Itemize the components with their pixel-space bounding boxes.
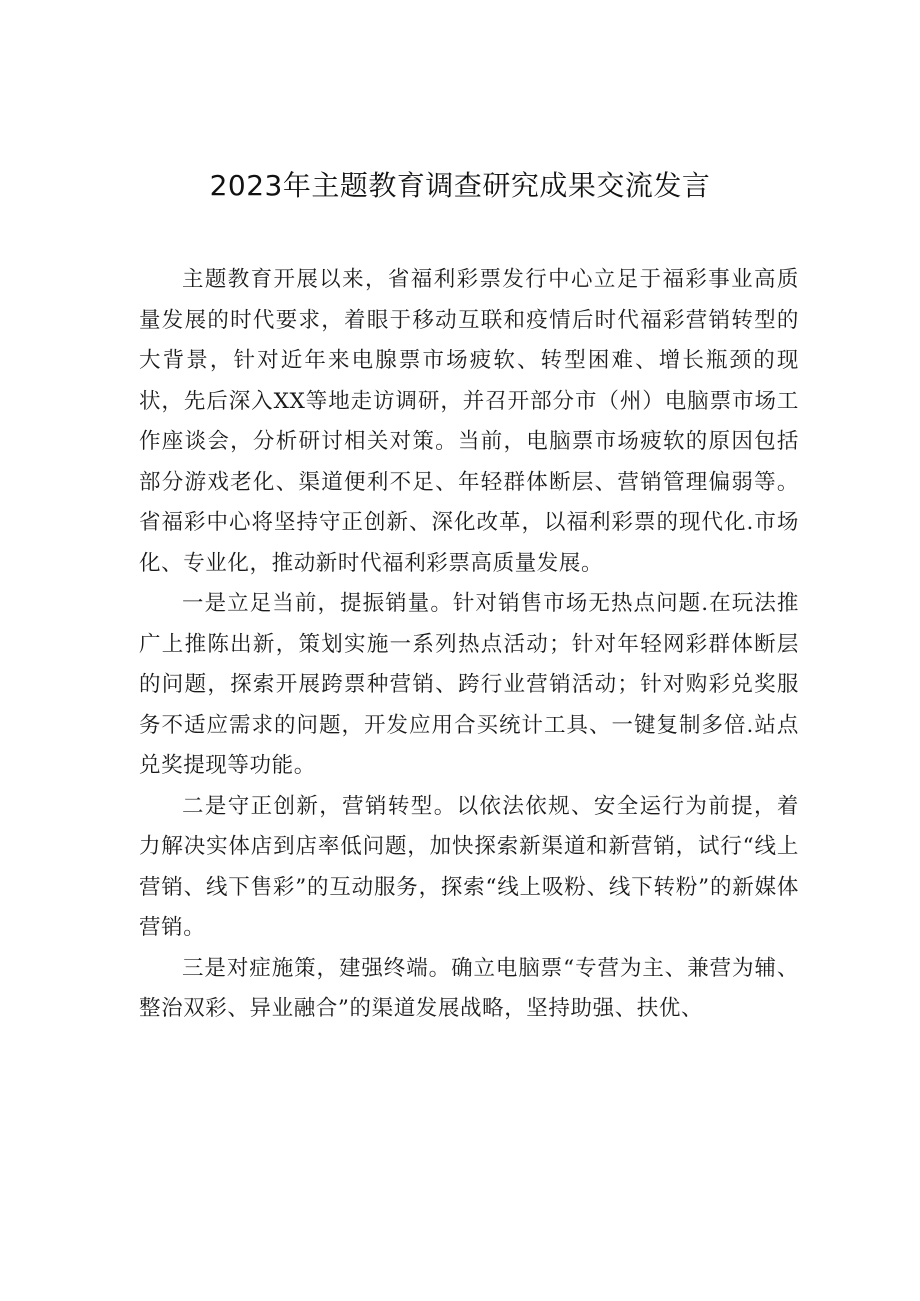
paragraph-point-two: 二是守正创新，营销转型。以依法依规、安全运行为前提，着力解决实体店到店率低问题，加快探索新渠道和新营销，试行“线上营销、线下售彩”的互动服务，探索“线上吸粉、线下转粉”的新媒体营销。 [139, 793, 799, 940]
paragraph-point-three: 三是对症施策，建强终端。确立电脑票“专营为主、兼营为辅、整治双彩、异业融合”的渠道发展战略，坚持助强、扶优、 [139, 955, 799, 1021]
paragraph-point-one: 一是立足当前，提振销量。针对销售市场无热点问题.在玩法推广上推陈出新，策划实施一系列热点活动；针对年轻网彩群体断层的问题，探索开展跨票种营销、跨行业营销活动；针对购彩兑奖服务不适应需求的问题，开发应用合买统计工具、一键复制多倍.站点兑奖提现等功能。 [139, 591, 799, 778]
paragraph-intro: 主题教育开展以来，省福利彩票发行中心立足于福彩事业高质量发展的时代要求，着眼于移动互联和疫情后时代福彩营销转型的大背景，针对近年来电腺票市场疲软、转型困难、增长瓶颈的现状，先后深入XX等地走访调研，并召开部分市（州）电脑票市场工作座谈会，分析研讨相关对策。当前，电脑票市场疲软的原因包括部分游戏老化、渠道便利不足、年轻群体断层、营销管理偏弱等。省福彩中心将坚持守正创新、深化改革，以福利彩票的现代化.市场化、专业化，推动新时代福利彩票高质量发展。 [139, 267, 799, 576]
document-title: 2023年主题教育调查研究成果交流发言 [209, 169, 711, 202]
document-body [139, 260, 799, 1030]
